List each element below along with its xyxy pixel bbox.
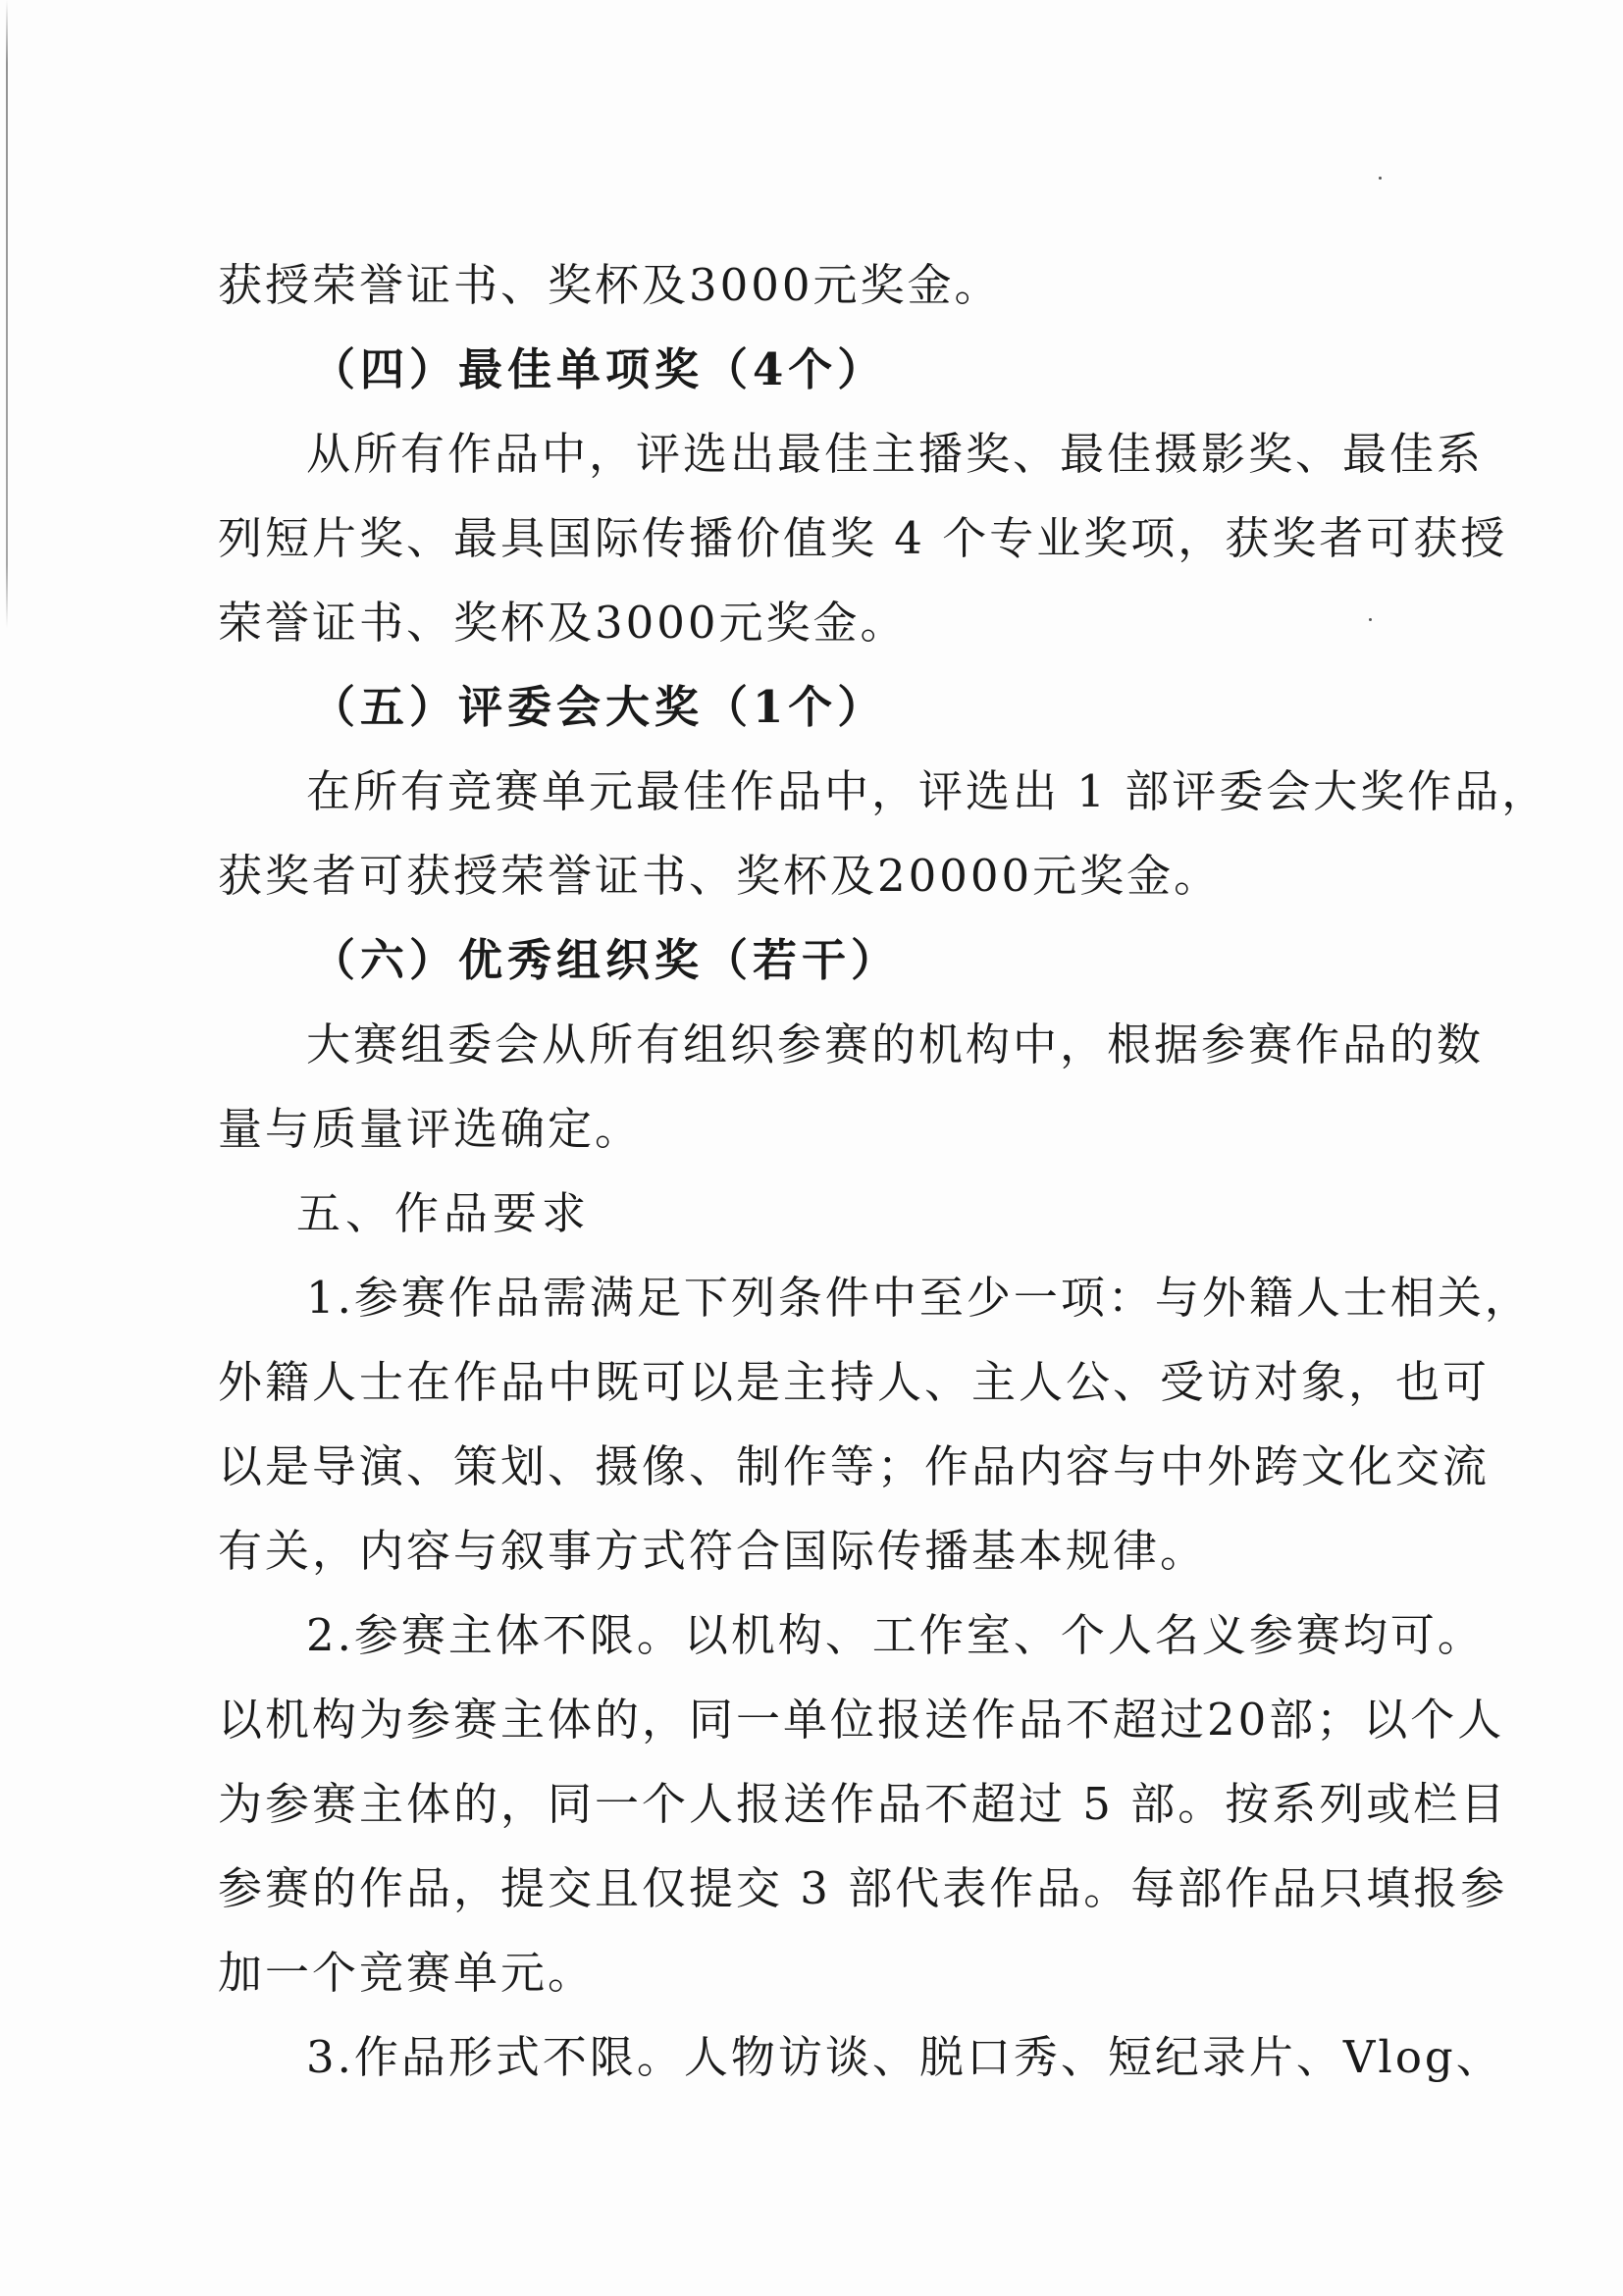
paragraph-line: 列短片奖、最具国际传播价值奖 4 个专业奖项，获奖者可获授	[218, 512, 1508, 564]
paragraph-line: 加一个竞赛单元。	[218, 1947, 596, 1999]
paragraph-line: 1.参赛作品需满足下列条件中至少一项：与外籍人士相关，	[306, 1272, 1532, 1324]
document-body	[218, 243, 1549, 2100]
paragraph-line: 在所有竞赛单元最佳作品中，评选出 1 部评委会大奖作品，	[306, 765, 1549, 817]
section-heading: （六）优秀组织奖（若干）	[311, 934, 901, 986]
paragraph-line: 荣誉证书、奖杯及3000元奖金。	[218, 597, 908, 649]
paragraph-line: 为参赛主体的，同一个人报送作品不超过 5 部。按系列或栏目	[218, 1778, 1508, 1830]
paragraph-line: 外籍人士在作品中既可以是主持人、主人公、受访对象，也可	[218, 1356, 1491, 1408]
paragraph-line: 2.参赛主体不限。以机构、工作室、个人名义参赛均可。	[306, 1609, 1485, 1661]
paragraph-line: 以机构为参赛主体的，同一单位报送作品不超过20部；以个人	[218, 1694, 1505, 1746]
paragraph-line: 量与质量评选确定。	[218, 1103, 643, 1155]
section-heading: （五）评委会大奖（1个）	[311, 681, 887, 733]
paragraph-line: 有关，内容与叙事方式符合国际传播基本规律。	[218, 1525, 1208, 1577]
scan-edge-mark	[6, 0, 8, 628]
paragraph-line: 以是导演、策划、摄像、制作等；作品内容与中外跨文化交流	[218, 1440, 1491, 1492]
section-heading: （四）最佳单项奖（4个）	[311, 343, 887, 395]
paragraph-line: 获授荣誉证书、奖杯及3000元奖金。	[218, 259, 1002, 311]
paragraph-line: 大赛组委会从所有组织参赛的机构中，根据参赛作品的数	[306, 1018, 1485, 1070]
scan-speck	[1379, 177, 1382, 180]
paragraph-line: 获奖者可获授荣誉证书、奖杯及20000元奖金。	[218, 850, 1222, 902]
chapter-heading: 五、作品要求	[296, 1187, 592, 1239]
paragraph-line: 从所有作品中，评选出最佳主播奖、最佳摄影奖、最佳系	[306, 428, 1485, 480]
paragraph-line: 3.作品形式不限。人物访谈、脱口秀、短纪录片、Vlog、	[306, 2031, 1503, 2083]
paragraph-line: 参赛的作品，提交且仅提交 3 部代表作品。每部作品只填报参	[218, 1862, 1508, 1914]
